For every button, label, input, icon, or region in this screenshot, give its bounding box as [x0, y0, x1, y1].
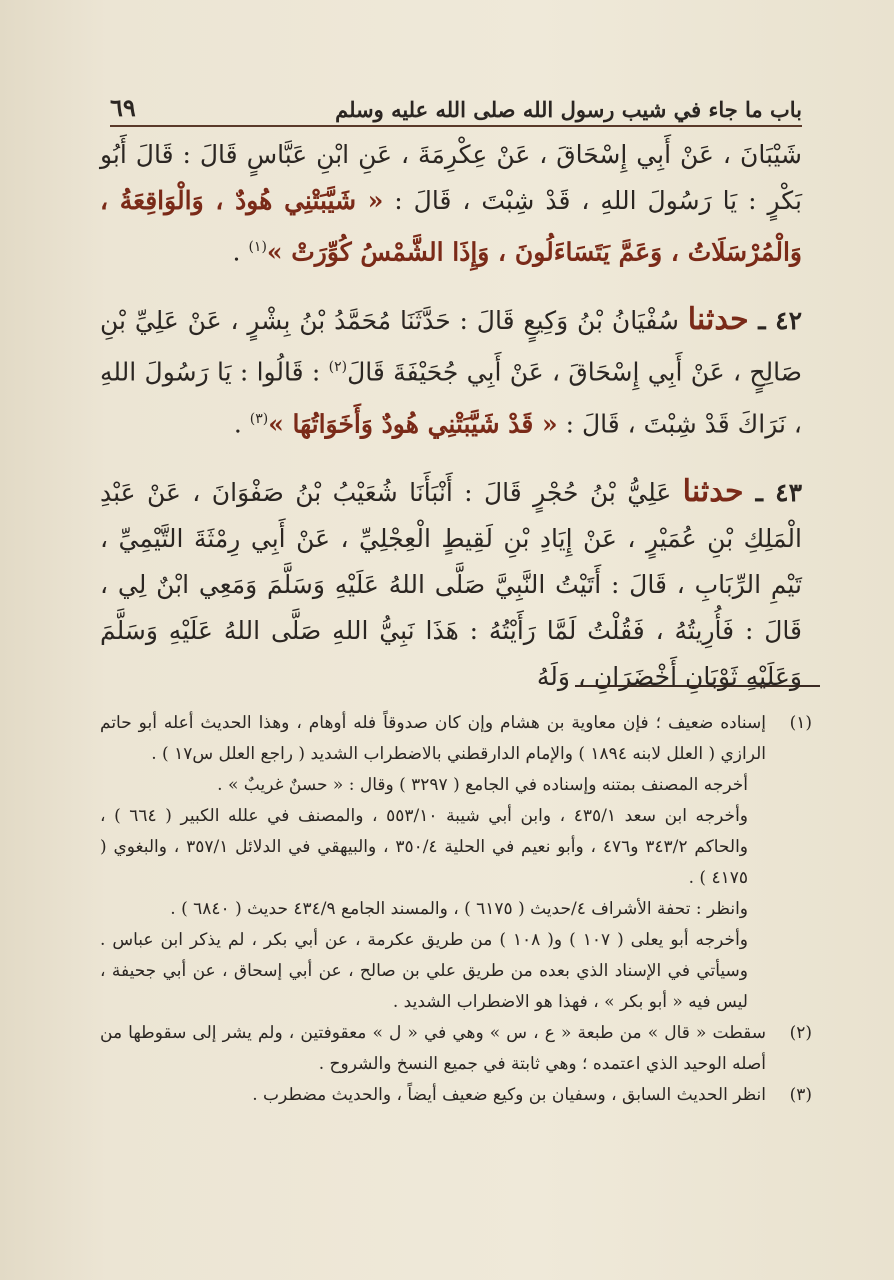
body-text-span: . [233, 408, 250, 438]
footnote-divider [575, 685, 820, 687]
haddathana-word: حدثنا [682, 473, 744, 509]
footnote-paragraph: وأخرجه أبو يعلى ( ١٠٧ ) و( ١٠٨ ) من طريق عكرمة ، عن أبي بكر ، لم يذكر ابن عباس . وسيأتي في الإسناد الذي بعده من طريق علي بن صالح ، عن أبي إسحاق ، عن أبي جحيفة ، ليس فيه « أبو بكر » ، فهذا هو الاضطراب الشديد . [100, 930, 749, 1012]
footnote-3 [100, 1080, 812, 1111]
footnote-number: (٣) [789, 1085, 812, 1105]
prophetic-quote: « قَدْ شَيَّبَتْنِي هُودٌ وَأَخَوَاتُهَا » [268, 408, 558, 438]
footnote-body [100, 1080, 766, 1111]
hadith-number: ٤٢ ـ [748, 306, 802, 336]
prophetic-quote: « شَيَّبَتْنِي هُودٌ ، وَالْوَاقِعَةُ ، وَالْمُرْسَلَاتُ ، وَعَمَّ يَتَسَاءَلُونَ ، وَإِذَا الشَّمْسُ كُوِّرَتْ » [100, 186, 802, 267]
footnote-body [100, 1018, 766, 1080]
page-header [110, 86, 802, 122]
footnote-body [100, 708, 766, 1018]
haddathana-word: حدثنا [687, 302, 749, 338]
footnote-number: (١) [789, 713, 812, 733]
footnote-number: (٢) [789, 1023, 812, 1043]
footnote-paragraph: أخرجه المصنف بمتنه وإسناده في الجامع ( ٣٢٩٧ ) وقال : « حسنٌ غريبٌ » . [217, 775, 748, 795]
header-divider [110, 125, 802, 127]
body-text-span: : قَالُوا : يَا رَسُولَ اللهِ ، نَرَاكَ قَدْ شِبْتَ ، قَالَ : [100, 357, 802, 438]
footnote-paragraph: وانظر : تحفة الأشراف ٤/حديث ( ٦١٧٥ ) ، والمسند الجامع ٤٣٤/٩ حديث ( ٦٨٤٠ ) . [170, 899, 748, 919]
footnote-2 [100, 1018, 812, 1080]
footnote-1 [100, 708, 812, 1018]
footnote-paragraph: إسناده ضعيف ؛ فإن معاوية بن هشام وإن كان صدوقاً فله أوهام ، وهذا الحديث أعله أبو حاتم الرازي ( العلل لابنه ١٨٩٤ ) والإمام الدارقطني بالاضطراب الشديد ( راجع العلل س١٧ ) . [100, 713, 766, 764]
footnote-paragraph: انظر الحديث السابق ، وسفيان بن وكيع ضعيف أيضاً ، والحديث مضطرب . [252, 1085, 766, 1105]
hadith-41-continuation [100, 132, 802, 275]
hadith-number: ٤٣ ـ [743, 477, 802, 507]
running-title: باب ما جاء في شيب رسول الله صلى الله عليه وسلم [335, 97, 802, 122]
footnote-marker[interactable]: (٢) [328, 359, 348, 376]
hadith-43 [100, 469, 802, 700]
footnote-paragraph: سقطت « قال » من طبعة « ع ، س » وهي في « ل » معقوفتين ، ولم يشر إلى سقوطها من أصله الوحيد الذي اعتمده ؛ وهي ثابتة في جميع النسخ والشروح . [100, 1023, 766, 1074]
footnote-paragraph: وأخرجه ابن سعد ٤٣٥/١ ، وابن أبي شيبة ٥٥٣/١٠ ، والمصنف في علله الكبير ( ٦٦٤ ) ، والحاكم ٣٤٣/٢ و٤٧٦ ، وأبو نعيم في الحلية ٣٥٠/٤ ، والبيهقي في الدلائل ٣٥٧/١ ، والبغوي ( ٤١٧٥ ) . [100, 806, 749, 888]
body-text-span: . [232, 237, 249, 267]
footnotes-section [100, 708, 812, 1111]
footnote-marker[interactable]: (٣) [249, 410, 269, 427]
hadith-42 [100, 297, 802, 447]
body-text-span: سُفْيَانُ بْنُ وَكِيعٍ قَالَ : حَدَّثَنَا مُحَمَّدُ بْنُ بِشْرٍ ، عَنْ عَلِيِّ بْنِ صَالِحٍ ، عَنْ أَبِي إِسْحَاقَ ، عَنْ أَبِي جُحَيْفَةَ قَالَ [100, 306, 802, 387]
body-text-span: عَلِيُّ بْنُ حُجْرٍ قَالَ : أَنْبَأَنَا شُعَيْبُ بْنُ صَفْوَانَ ، عَنْ عَبْدِ الْمَلِكِ بْنِ عُمَيْرٍ ، عَنْ إِيَادِ بْنِ لَقِيطٍ الْعِجْلِيِّ ، عَنْ أَبِي رِمْثَةَ التَّيْمِيِّ ، تَيْمِ الرِّبَابِ ، قَالَ : أَتَيْتُ النَّبِيَّ صَلَّى اللهُ عَلَيْهِ وَسَلَّمَ وَمَعِي ابْنٌ لِي ، قَالَ : فَأُرِيتُهُ ، فَقُلْتُ لَمَّا رَأَيْتُهُ : هَذَا نَبِيُّ اللهِ صَلَّى اللهُ عَلَيْهِ وَسَلَّمَ وَعَلَيْهِ ثَوْبَانِ أَخْضَرَانِ ، وَلَهُ [100, 477, 802, 691]
main-text [100, 132, 802, 700]
body-text-span: شَيْبَانَ ، عَنْ أَبِي إِسْحَاقَ ، عَنْ عِكْرِمَةَ ، عَنِ ابْنِ عَبَّاسٍ قَالَ : قَالَ أَبُو بَكْرٍ : يَا رَسُولَ اللهِ ، قَدْ شِبْتَ ، قَالَ : [100, 140, 803, 215]
page-number: ٦٩ [110, 93, 136, 122]
footnote-marker[interactable]: (١) [248, 239, 267, 255]
